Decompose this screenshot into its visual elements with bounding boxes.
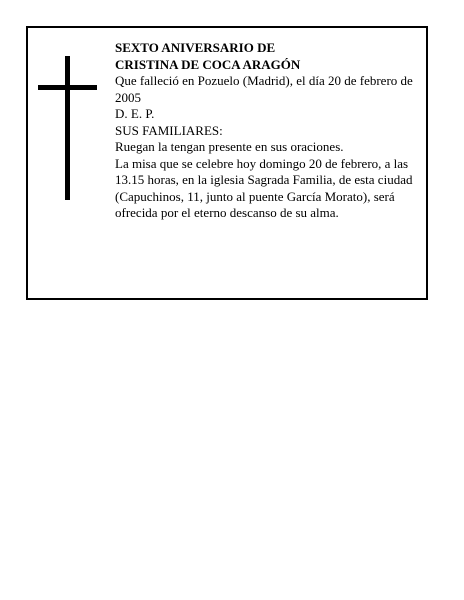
dep-text: D. E. P. [115, 106, 155, 121]
notice-text-block [115, 40, 420, 222]
obituary-notice [26, 26, 428, 300]
notice-title-line2: CRISTINA DE COCA ARAGÓN [115, 56, 301, 72]
cross-vertical-bar [65, 56, 70, 200]
prayer-request: Ruegan la tengan presente en sus oraciones. [115, 139, 344, 154]
cross-icon [38, 56, 98, 200]
notice-title-line1: SEXTO ANIVERSARIO DE [115, 40, 276, 55]
mass-info: La misa que se celebre hoy domingo 20 de febrero, a las 13.15 horas, en la iglesia Sagrada Familia, de esta ciudad (Capuchinos, 11, junto al puente García Morato), será ofrecida por el eterno descanso de su alma. [115, 155, 413, 220]
family-heading: SUS FAMILIARES: [115, 122, 223, 138]
cross-horizontal-bar [38, 85, 97, 90]
death-info: Que falleció en Pozuelo (Madrid), el día 20 de febrero de 2005 [115, 73, 413, 105]
